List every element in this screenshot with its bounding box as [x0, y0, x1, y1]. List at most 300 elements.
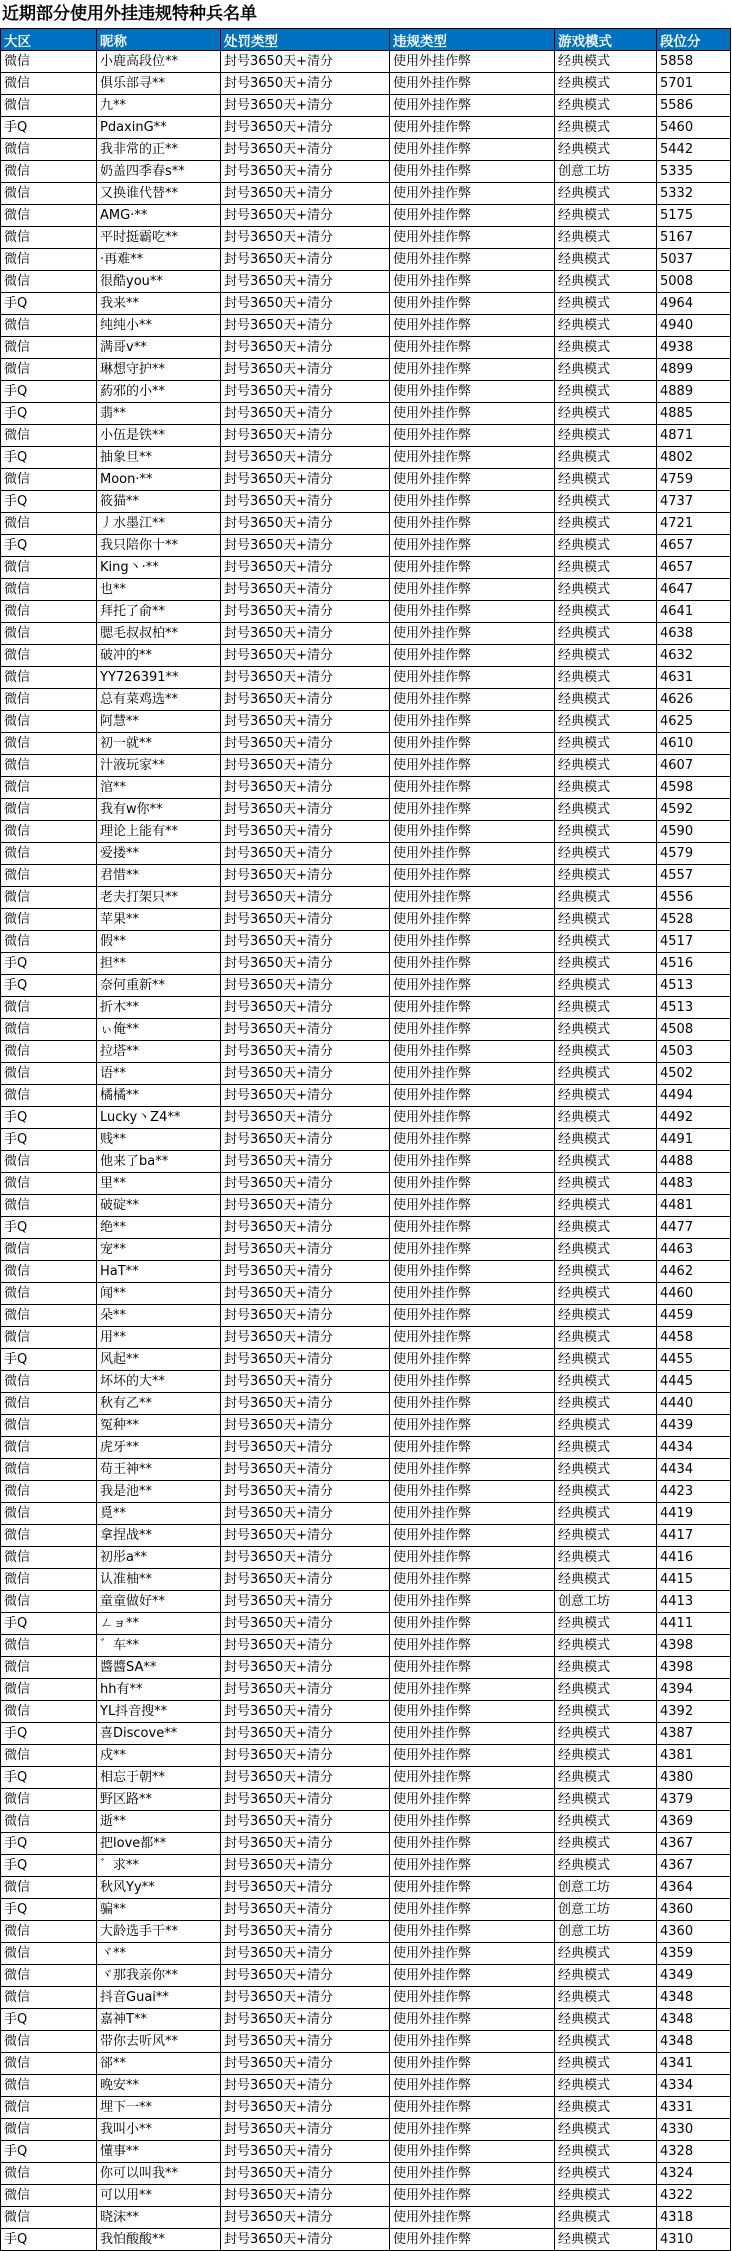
cell-violation: 使用外挂作弊	[390, 1129, 555, 1151]
cell-rank-score: 5335	[657, 161, 731, 183]
cell-violation: 使用外挂作弊	[390, 1745, 555, 1767]
cell-rank-score: 4445	[657, 1371, 731, 1393]
cell-penalty: 封号3650天+清分	[221, 1987, 390, 2009]
cell-rank-score: 4415	[657, 1569, 731, 1591]
cell-region: 微信	[1, 1987, 97, 2009]
cell-violation: 使用外挂作弊	[390, 1217, 555, 1239]
cell-violation: 使用外挂作弊	[390, 1613, 555, 1635]
cell-penalty: 封号3650天+清分	[221, 1415, 390, 1437]
cell-nickname: 逝**	[97, 1811, 221, 1833]
table-row	[1, 1811, 731, 1833]
cell-rank-score: 4434	[657, 1437, 731, 1459]
cell-violation: 使用外挂作弊	[390, 645, 555, 667]
cell-violation: 使用外挂作弊	[390, 2031, 555, 2053]
table-row	[1, 1107, 731, 1129]
table-row	[1, 1173, 731, 1195]
cell-game-mode: 经典模式	[555, 623, 657, 645]
cell-violation: 使用外挂作弊	[390, 381, 555, 403]
cell-region: 微信	[1, 1283, 97, 1305]
cell-game-mode: 经典模式	[555, 667, 657, 689]
cell-penalty: 封号3650天+清分	[221, 403, 390, 425]
cell-violation: 使用外挂作弊	[390, 1987, 555, 2009]
cell-game-mode: 经典模式	[555, 975, 657, 997]
cell-region: 手Q	[1, 447, 97, 469]
cell-penalty: 封号3650天+清分	[221, 975, 390, 997]
cell-violation: 使用外挂作弊	[390, 535, 555, 557]
cell-penalty: 封号3650天+清分	[221, 1085, 390, 1107]
cell-rank-score: 4590	[657, 821, 731, 843]
cell-game-mode: 经典模式	[555, 821, 657, 843]
cell-nickname: 奈何重新**	[97, 975, 221, 997]
cell-nickname: 抽象旦**	[97, 447, 221, 469]
cell-game-mode: 经典模式	[555, 1613, 657, 1635]
cell-violation: 使用外挂作弊	[390, 73, 555, 95]
table-row	[1, 2141, 731, 2163]
cell-rank-score: 4516	[657, 953, 731, 975]
cell-region: 微信	[1, 1591, 97, 1613]
table-row	[1, 1635, 731, 1657]
cell-penalty: 封号3650天+清分	[221, 1877, 390, 1899]
cell-region: 手Q	[1, 1129, 97, 1151]
cell-violation: 使用外挂作弊	[390, 359, 555, 381]
cell-rank-score: 4889	[657, 381, 731, 403]
cell-nickname: ヾ**	[97, 1943, 221, 1965]
cell-rank-score: 4528	[657, 909, 731, 931]
cell-nickname: 抖音Guai**	[97, 1987, 221, 2009]
table-row	[1, 1195, 731, 1217]
cell-nickname: 宠**	[97, 1239, 221, 1261]
cell-region: 微信	[1, 139, 97, 161]
cell-violation: 使用外挂作弊	[390, 1437, 555, 1459]
table-row	[1, 1459, 731, 1481]
table-row	[1, 1591, 731, 1613]
table-row	[1, 205, 731, 227]
cell-nickname: 初一就**	[97, 733, 221, 755]
cell-penalty: 封号3650天+清分	[221, 2119, 390, 2141]
table-row	[1, 95, 731, 117]
cell-rank-score: 4324	[657, 2163, 731, 2185]
cell-rank-score: 4517	[657, 931, 731, 953]
cell-region: 微信	[1, 2031, 97, 2053]
cell-game-mode: 经典模式	[555, 1635, 657, 1657]
cell-penalty: 封号3650天+清分	[221, 1569, 390, 1591]
cell-rank-score: 4632	[657, 645, 731, 667]
cell-nickname: 我来**	[97, 293, 221, 315]
table-row	[1, 975, 731, 997]
cell-rank-score: 4491	[657, 1129, 731, 1151]
cell-nickname: 汁液玩家**	[97, 755, 221, 777]
cell-region: 微信	[1, 2163, 97, 2185]
cell-rank-score: 4638	[657, 623, 731, 645]
ban-list-table	[0, 28, 731, 2251]
cell-region: 手Q	[1, 293, 97, 315]
header-penalty: 处罚类型	[221, 29, 390, 51]
cell-nickname: 秋有乙**	[97, 1393, 221, 1415]
cell-rank-score: 5037	[657, 249, 731, 271]
cell-region: 微信	[1, 1811, 97, 1833]
cell-nickname: 戍**	[97, 1745, 221, 1767]
cell-penalty: 封号3650天+清分	[221, 931, 390, 953]
cell-region: 微信	[1, 73, 97, 95]
cell-game-mode: 经典模式	[555, 1151, 657, 1173]
cell-region: 微信	[1, 1635, 97, 1657]
cell-region: 手Q	[1, 1107, 97, 1129]
cell-region: 手Q	[1, 1855, 97, 1877]
cell-region: 微信	[1, 645, 97, 667]
cell-penalty: 封号3650天+清分	[221, 491, 390, 513]
table-row	[1, 293, 731, 315]
cell-region: 微信	[1, 689, 97, 711]
cell-violation: 使用外挂作弊	[390, 227, 555, 249]
cell-violation: 使用外挂作弊	[390, 557, 555, 579]
cell-nickname: 奶盖四季春s**	[97, 161, 221, 183]
cell-rank-score: 4348	[657, 2009, 731, 2031]
cell-penalty: 封号3650天+清分	[221, 469, 390, 491]
cell-violation: 使用外挂作弊	[390, 249, 555, 271]
cell-penalty: 封号3650天+清分	[221, 1437, 390, 1459]
cell-region: 微信	[1, 843, 97, 865]
cell-region: 微信	[1, 1569, 97, 1591]
cell-violation: 使用外挂作弊	[390, 799, 555, 821]
table-row	[1, 645, 731, 667]
cell-rank-score: 5175	[657, 205, 731, 227]
cell-game-mode: 经典模式	[555, 1173, 657, 1195]
cell-game-mode: 创意工坊	[555, 161, 657, 183]
cell-rank-score: 4439	[657, 1415, 731, 1437]
cell-region: 微信	[1, 1305, 97, 1327]
cell-violation: 使用外挂作弊	[390, 1261, 555, 1283]
table-row	[1, 1481, 731, 1503]
cell-penalty: 封号3650天+清分	[221, 1041, 390, 1063]
table-row	[1, 667, 731, 689]
cell-violation: 使用外挂作弊	[390, 447, 555, 469]
cell-game-mode: 经典模式	[555, 1195, 657, 1217]
cell-penalty: 封号3650天+清分	[221, 293, 390, 315]
cell-game-mode: 经典模式	[555, 1459, 657, 1481]
table-row	[1, 1965, 731, 1987]
cell-region: 微信	[1, 205, 97, 227]
cell-region: 微信	[1, 601, 97, 623]
cell-nickname: 爱搂**	[97, 843, 221, 865]
cell-penalty: 封号3650天+清分	[221, 799, 390, 821]
table-row	[1, 535, 731, 557]
cell-rank-score: 4625	[657, 711, 731, 733]
table-row	[1, 2009, 731, 2031]
cell-penalty: 封号3650天+清分	[221, 1459, 390, 1481]
cell-nickname: 葯邪的小**	[97, 381, 221, 403]
cell-violation: 使用外挂作弊	[390, 931, 555, 953]
cell-nickname: PdaxinG**	[97, 117, 221, 139]
table-row	[1, 2229, 731, 2251]
table-row	[1, 1041, 731, 1063]
cell-nickname: 俱乐部寻**	[97, 73, 221, 95]
header-game-mode: 游戏模式	[555, 29, 657, 51]
table-row	[1, 139, 731, 161]
cell-violation: 使用外挂作弊	[390, 1921, 555, 1943]
cell-penalty: 封号3650天+清分	[221, 865, 390, 887]
cell-rank-score: 4556	[657, 887, 731, 909]
cell-violation: 使用外挂作弊	[390, 953, 555, 975]
cell-rank-score: 4381	[657, 1745, 731, 1767]
cell-penalty: 封号3650天+清分	[221, 381, 390, 403]
table-row	[1, 1415, 731, 1437]
table-row	[1, 953, 731, 975]
cell-penalty: 封号3650天+清分	[221, 953, 390, 975]
cell-nickname: King丶·**	[97, 557, 221, 579]
cell-game-mode: 经典模式	[555, 1437, 657, 1459]
cell-penalty: 封号3650天+清分	[221, 1635, 390, 1657]
cell-nickname: 覓**	[97, 1503, 221, 1525]
table-row	[1, 1327, 731, 1349]
cell-game-mode: 经典模式	[555, 997, 657, 1019]
cell-region: 微信	[1, 1063, 97, 1085]
cell-violation: 使用外挂作弊	[390, 1415, 555, 1437]
cell-nickname: 童童做好**	[97, 1591, 221, 1613]
cell-region: 微信	[1, 1921, 97, 1943]
cell-region: 微信	[1, 2097, 97, 2119]
cell-penalty: 封号3650天+清分	[221, 1173, 390, 1195]
cell-rank-score: 4360	[657, 1921, 731, 1943]
cell-nickname: 九**	[97, 95, 221, 117]
cell-game-mode: 经典模式	[555, 557, 657, 579]
cell-game-mode: 经典模式	[555, 447, 657, 469]
cell-penalty: 封号3650天+清分	[221, 711, 390, 733]
cell-rank-score: 5442	[657, 139, 731, 161]
cell-game-mode: 经典模式	[555, 1679, 657, 1701]
cell-nickname: 你可以叫我**	[97, 2163, 221, 2185]
cell-game-mode: 经典模式	[555, 1415, 657, 1437]
table-row	[1, 2031, 731, 2053]
cell-region: 微信	[1, 865, 97, 887]
cell-game-mode: 经典模式	[555, 1965, 657, 1987]
table-row	[1, 1943, 731, 1965]
cell-violation: 使用外挂作弊	[390, 1635, 555, 1657]
cell-region: 微信	[1, 1481, 97, 1503]
cell-game-mode: 经典模式	[555, 2141, 657, 2163]
cell-rank-score: 5858	[657, 51, 731, 73]
cell-penalty: 封号3650天+清分	[221, 1855, 390, 1877]
cell-violation: 使用外挂作弊	[390, 183, 555, 205]
cell-violation: 使用外挂作弊	[390, 2185, 555, 2207]
cell-violation: 使用外挂作弊	[390, 513, 555, 535]
cell-penalty: 封号3650天+清分	[221, 73, 390, 95]
cell-nickname: 可以用**	[97, 2185, 221, 2207]
cell-rank-score: 4598	[657, 777, 731, 799]
cell-region: 微信	[1, 931, 97, 953]
cell-violation: 使用外挂作弊	[390, 1481, 555, 1503]
cell-nickname: ·再难**	[97, 249, 221, 271]
cell-penalty: 封号3650天+清分	[221, 843, 390, 865]
cell-rank-score: 4455	[657, 1349, 731, 1371]
cell-nickname: ㄥョ**	[97, 1613, 221, 1635]
cell-penalty: 封号3650天+清分	[221, 271, 390, 293]
cell-penalty: 封号3650天+清分	[221, 227, 390, 249]
cell-rank-score: 4434	[657, 1459, 731, 1481]
table-row	[1, 491, 731, 513]
cell-nickname: 满哥v**	[97, 337, 221, 359]
cell-violation: 使用外挂作弊	[390, 1503, 555, 1525]
table-row	[1, 1833, 731, 1855]
cell-game-mode: 经典模式	[555, 777, 657, 799]
table-body	[1, 51, 731, 2251]
cell-rank-score: 4440	[657, 1393, 731, 1415]
cell-nickname: 埋下一**	[97, 2097, 221, 2119]
cell-region: 手Q	[1, 1767, 97, 1789]
cell-region: 微信	[1, 359, 97, 381]
cell-region: 微信	[1, 1459, 97, 1481]
cell-violation: 使用外挂作弊	[390, 1085, 555, 1107]
table-row	[1, 1855, 731, 1877]
cell-region: 微信	[1, 1415, 97, 1437]
table-row	[1, 315, 731, 337]
header-region: 大区	[1, 29, 97, 51]
cell-violation: 使用外挂作弊	[390, 293, 555, 315]
table-row	[1, 1129, 731, 1151]
cell-game-mode: 经典模式	[555, 1789, 657, 1811]
cell-game-mode: 经典模式	[555, 645, 657, 667]
cell-rank-score: 4331	[657, 2097, 731, 2119]
cell-game-mode: 经典模式	[555, 931, 657, 953]
cell-penalty: 封号3650天+清分	[221, 1151, 390, 1173]
cell-nickname: 秋风Yy**	[97, 1877, 221, 1899]
cell-penalty: 封号3650天+清分	[221, 2207, 390, 2229]
table-row	[1, 1019, 731, 1041]
cell-nickname: 破冲的**	[97, 645, 221, 667]
cell-penalty: 封号3650天+清分	[221, 601, 390, 623]
cell-nickname: 也**	[97, 579, 221, 601]
table-row	[1, 2097, 731, 2119]
cell-game-mode: 经典模式	[555, 1393, 657, 1415]
cell-region: 微信	[1, 557, 97, 579]
cell-nickname: YL抖音搜**	[97, 1701, 221, 1723]
cell-region: 微信	[1, 1657, 97, 1679]
cell-rank-score: 4364	[657, 1877, 731, 1899]
cell-rank-score: 4419	[657, 1503, 731, 1525]
cell-penalty: 封号3650天+清分	[221, 513, 390, 535]
cell-violation: 使用外挂作弊	[390, 909, 555, 931]
cell-nickname: 我只陪你十**	[97, 535, 221, 557]
cell-region: 微信	[1, 1525, 97, 1547]
cell-game-mode: 经典模式	[555, 249, 657, 271]
cell-nickname: 朵**	[97, 1305, 221, 1327]
cell-region: 微信	[1, 2185, 97, 2207]
table-row	[1, 403, 731, 425]
cell-rank-score: 4349	[657, 1965, 731, 1987]
cell-rank-score: 4367	[657, 1833, 731, 1855]
cell-penalty: 封号3650天+清分	[221, 315, 390, 337]
cell-rank-score: 4610	[657, 733, 731, 755]
cell-region: 微信	[1, 579, 97, 601]
cell-violation: 使用外挂作弊	[390, 2207, 555, 2229]
cell-rank-score: 4721	[657, 513, 731, 535]
cell-penalty: 封号3650天+清分	[221, 425, 390, 447]
cell-penalty: 封号3650天+清分	[221, 2163, 390, 2185]
cell-region: 微信	[1, 2053, 97, 2075]
table-row	[1, 337, 731, 359]
cell-region: 微信	[1, 1745, 97, 1767]
cell-rank-score: 4369	[657, 1811, 731, 1833]
cell-nickname: 平时挺霸吃**	[97, 227, 221, 249]
cell-violation: 使用外挂作弊	[390, 1569, 555, 1591]
cell-penalty: 封号3650天+清分	[221, 887, 390, 909]
cell-violation: 使用外挂作弊	[390, 205, 555, 227]
cell-region: 微信	[1, 337, 97, 359]
cell-violation: 使用外挂作弊	[390, 95, 555, 117]
cell-violation: 使用外挂作弊	[390, 1679, 555, 1701]
cell-game-mode: 经典模式	[555, 1217, 657, 1239]
table-row	[1, 227, 731, 249]
cell-region: 微信	[1, 623, 97, 645]
cell-region: 手Q	[1, 2141, 97, 2163]
cell-nickname: 晓沫**	[97, 2207, 221, 2229]
cell-game-mode: 经典模式	[555, 2229, 657, 2251]
cell-penalty: 封号3650天+清分	[221, 623, 390, 645]
cell-violation: 使用外挂作弊	[390, 1371, 555, 1393]
cell-violation: 使用外挂作弊	[390, 1943, 555, 1965]
cell-nickname: 带你去听风**	[97, 2031, 221, 2053]
cell-violation: 使用外挂作弊	[390, 1173, 555, 1195]
cell-game-mode: 经典模式	[555, 1327, 657, 1349]
cell-game-mode: 经典模式	[555, 909, 657, 931]
cell-violation: 使用外挂作弊	[390, 117, 555, 139]
cell-violation: 使用外挂作弊	[390, 711, 555, 733]
cell-violation: 使用外挂作弊	[390, 975, 555, 997]
cell-game-mode: 经典模式	[555, 271, 657, 293]
cell-rank-score: 4387	[657, 1723, 731, 1745]
cell-violation: 使用外挂作弊	[390, 843, 555, 865]
cell-game-mode: 经典模式	[555, 183, 657, 205]
cell-penalty: 封号3650天+清分	[221, 1481, 390, 1503]
cell-nickname: 苟王神**	[97, 1459, 221, 1481]
table-row	[1, 601, 731, 623]
cell-penalty: 封号3650天+清分	[221, 1701, 390, 1723]
cell-nickname: 老夫打架只**	[97, 887, 221, 909]
cell-penalty: 封号3650天+清分	[221, 557, 390, 579]
cell-penalty: 封号3650天+清分	[221, 1899, 390, 1921]
cell-rank-score: 4938	[657, 337, 731, 359]
cell-violation: 使用外挂作弊	[390, 579, 555, 601]
cell-nickname: 阿慧**	[97, 711, 221, 733]
cell-region: 微信	[1, 1789, 97, 1811]
cell-region: 微信	[1, 1195, 97, 1217]
cell-violation: 使用外挂作弊	[390, 1877, 555, 1899]
cell-nickname: ぃ俺**	[97, 1019, 221, 1041]
cell-penalty: 封号3650天+清分	[221, 2031, 390, 2053]
cell-rank-score: 4657	[657, 535, 731, 557]
table-row	[1, 117, 731, 139]
cell-nickname: AMG·**	[97, 205, 221, 227]
table-row	[1, 249, 731, 271]
cell-penalty: 封号3650天+清分	[221, 1525, 390, 1547]
cell-penalty: 封号3650天+清分	[221, 2097, 390, 2119]
cell-rank-score: 4641	[657, 601, 731, 623]
table-row	[1, 1371, 731, 1393]
cell-game-mode: 经典模式	[555, 1987, 657, 2009]
cell-game-mode: 经典模式	[555, 579, 657, 601]
cell-nickname: 认准柚**	[97, 1569, 221, 1591]
cell-rank-score: 4871	[657, 425, 731, 447]
cell-penalty: 封号3650天+清分	[221, 1327, 390, 1349]
cell-violation: 使用外挂作弊	[390, 1855, 555, 1877]
cell-violation: 使用外挂作弊	[390, 2163, 555, 2185]
cell-game-mode: 经典模式	[555, 1305, 657, 1327]
cell-region: 微信	[1, 183, 97, 205]
cell-region: 微信	[1, 271, 97, 293]
cell-region: 微信	[1, 1019, 97, 1041]
cell-game-mode: 经典模式	[555, 205, 657, 227]
cell-rank-score: 4359	[657, 1943, 731, 1965]
cell-penalty: 封号3650天+清分	[221, 1943, 390, 1965]
